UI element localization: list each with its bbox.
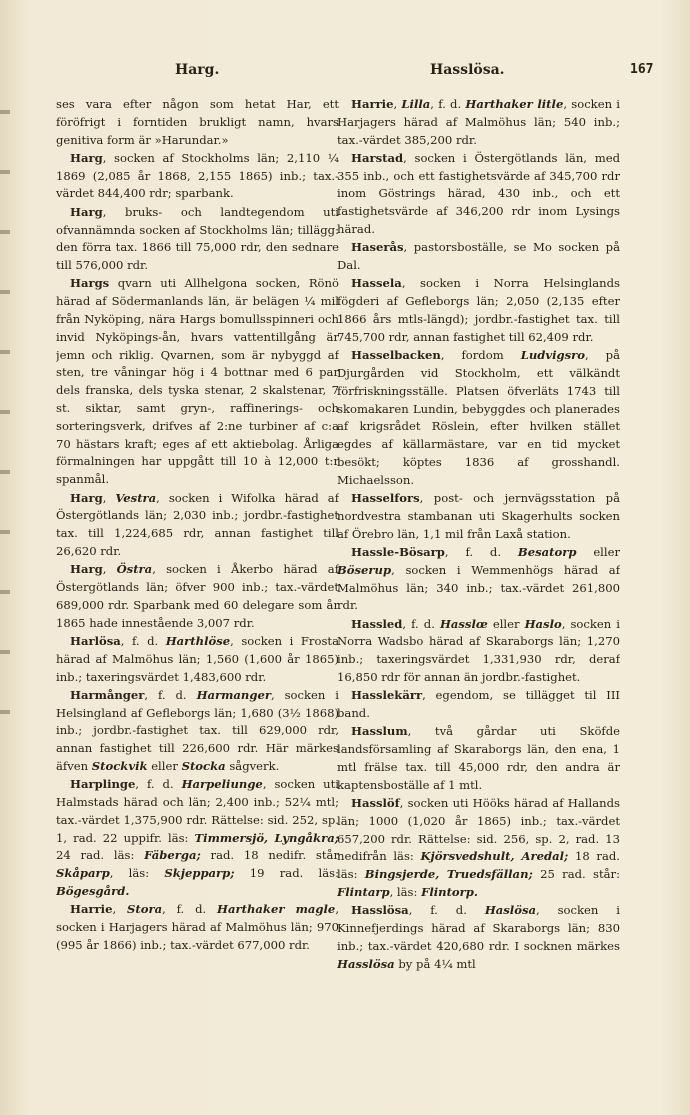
entry-italic-term: Flintorp. [421,885,478,900]
entry-text: , f. d. [135,777,182,792]
entry-text: , socken uti Hööks härad af Hallands län; 1000 (1,020 år 1865) inb.; tax.-värdet 657,200 rdr. Rättelse: sid. 256, sp. 2, rad. 13 nedifrån läs: [337,796,620,864]
entry-headword: Harg [70,204,103,219]
entry-text: , socken af Stockholms län; 2,110 ¼ 1869 (2,085 år 1868, 2,155 1865) inb.; tax.-värdet 844,400 rdr; sparbank. [56,150,339,201]
dictionary-entry [56,204,339,275]
entry-headword: Harrie [70,902,113,917]
entry-text: , socken i Norra Wadsbo härad af Skaraborgs län; 1,270 inb.; taxeringsvärdet 1,331,930 rdr, deraf 16,850 rdr för annan än jordbr.-fastighet. [337,616,620,684]
entry-italic-term: Haslösa [484,903,536,918]
entry-text: 19 rad. läs: [234,866,339,881]
entry-italic-term: Östra [116,562,153,577]
entry-text: , f. d. [402,616,440,631]
entry-italic-term: Bögesgård. [56,884,130,899]
entry-text: , läs: [389,885,422,900]
entry-headword: Harg [70,562,103,577]
entry-italic-term: Bingsjerde, Truedsfällan; [364,867,533,882]
entry-italic-term: Skåparp [56,866,110,881]
entry-italic-term: Haslo [524,616,562,631]
entry-italic-term: Besatorp [517,544,577,559]
entry-text: , post- och jernvägsstation på nordvestra stambanan uti Skagerhults socken af Örebro län, 1,1 mil från Laxå station. [337,491,620,541]
entry-text: , socken i Harjagers härad af Malmöhus län; 540 inb.; tax.-värdet 385,200 rdr. [337,97,620,147]
entry-headword: Harstad [351,150,404,165]
dictionary-entry [337,96,620,149]
entry-text: , [102,562,117,577]
entry-text: , egendom, se tillägget til III band. [337,688,620,721]
entry-headword: Hassela [351,276,402,291]
entry-text: eller [147,758,182,773]
dictionary-entry [337,150,620,239]
entry-text: , socken i Wifolka härad af Östergötlands län; 2,030 inb.; jordbr.-fastighet tax. till 1,224,685 rdr, annan fastighet till 26,620 rdr. [56,490,339,558]
dictionary-entry [337,795,620,902]
entry-text: by på 4¼ mtl [394,956,476,971]
entry-italic-term: Stockvik [91,758,148,773]
entry-headword: Harg [70,150,103,165]
entry-text: , [102,490,116,505]
header-right-keyword: Hasslösa. [430,62,505,78]
left-column [56,96,339,1096]
entry-text: , f. d. [408,903,485,918]
entry-italic-term: Stocka [181,758,226,773]
entry-headword: Hasslösa [351,903,409,918]
entry-text: rad. 18 nedifr. står [200,848,339,863]
entry-headword: Hassle-Bösarp [351,544,445,559]
entry-italic-term: Hasslœ [439,616,488,631]
entry-headword: Hasslöf [351,796,400,811]
dictionary-entry [337,239,620,275]
entry-italic-term: Skjepparp; [164,866,235,881]
entry-text: , socken i Östergötlands län, med 355 inb., och ett fastighetsvärde af 345,700 rdr inom Göstrings härad, 430 inb., och ett fastighetsvärde af 346,200 rdr inom Lysings härad. [337,150,620,237]
entry-text: , socken uti Halmstads härad och län; 2,400 inb.; 52¼ mtl; tax.-värdet 1,375,900 rdr. Rättelse: sid. 252, sp. 1, rad. 22 uppifr. läs: [56,777,339,845]
entry-italic-term: Harpeliunge [181,777,263,792]
entry-text: , läs: [109,866,165,881]
entry-text: , två gårdar uti Sköfde landsförsamling af Skaraborgs län, den ena, 1 mtl frälse tax. till 45,000 rdr, den andra är kaptensboställe af 1 mtl. [337,724,620,792]
entry-text: , pastorsboställe, se Mo socken på Dal. [337,240,620,273]
entry-headword: Hasselbacken [351,348,441,363]
entry-headword: Hargs [70,276,110,291]
dictionary-entry [56,490,339,561]
entry-headword: Hasslekärr [351,688,423,703]
entry-text: eller [487,616,525,631]
entry-text: , socken i Wemmenhögs härad af Malmöhus län; 340 inb.; tax.-värdet 261,800 rdr. [337,562,620,613]
dictionary-entry [337,544,620,615]
entry-text: ses vara efter någon som hetat Har, ett föröfrigt i forntiden brukligt namn, hvars genitiva form är »Harundar.» [56,97,339,147]
entry-headword: Harg [70,490,103,505]
entry-italic-term: Harthaker magle [217,902,336,917]
entry-italic-term: Harthaker litle [465,97,564,111]
entry-italic-term: Timmersjö, Lyngåkra; [194,830,339,845]
dictionary-entry [337,723,620,794]
dictionary-entry [56,275,339,489]
binding-edge [0,80,10,720]
entry-text: , socken i Harjagers härad af Malmöhus län; 970 (995 år 1866) inb.; tax.-värdet 677,000 rdr. [56,902,339,952]
entry-text: , socken i Åkerbo härad af Östergötlands län; öfver 900 inb.; tax.-värdet 689,000 rdr. Sparbank med 60 delegare som år 1865 hade innestående 3,007 rdr. [56,562,339,630]
entry-text: sågverk. [225,758,280,773]
dictionary-entry [337,347,620,489]
entry-text: , socken i Helsingland af Gefleborgs län; 1,680 (3½ 1868) inb.; jordbr.-fastighet tax. till 629,000 rdr, annan fastighet till 226,600 rdr. Här märkes äfven [56,687,339,773]
entry-text: , socken i Norra Helsinglands fögderi af Gefleborgs län; 2,050 (2,135 efter 1866 års mtls-längd); jordbr.-fastighet tax. till 745,700 rdr, annan fastighet till 62,409 rdr. [337,276,620,344]
entry-headword: Harmånger [70,687,145,702]
entry-text: , på Djurgården vid Stockholm, ett välkändt förfriskningsställe. Platsen öfverläts 1743 till skomakaren Lundin, bebyggdes och planerades af krigsrådet Röslein, efter hvilken stället egdes af källarmästare, var en tid mycket besökt; köptes 1836 af grosshandl. Michaelsson. [337,348,620,487]
entry-text: , socken i Frosta härad af Malmöhus län; 1,560 (1,600 år 1865) inb.; taxeringsvärdet 1,483,600 rdr. [56,633,339,684]
entry-text: , f. d. [120,633,166,648]
entry-italic-term: Vestra [115,490,157,505]
dictionary-entry [56,901,339,954]
dictionary-entry [56,561,339,632]
entry-text: , [112,902,128,917]
dictionary-entry [56,150,339,203]
right-column [337,96,620,1096]
entry-italic-term: Fäberga; [144,848,201,863]
entry-headword: Harlösa [70,633,121,648]
entry-text: , fordom [440,348,521,363]
entry-text: , f. d. [144,687,197,702]
entry-text: , socken i Kinnefjerdings härad af Skaraborgs län; 830 inb.; tax.-värdet 420,680 rdr. I socknen märkes [337,903,620,953]
header-left-keyword: Harg. [175,62,220,78]
entry-text: 25 rad. står: [532,867,620,882]
entry-italic-term: Ludvigsro [520,348,585,363]
dictionary-entry [337,275,620,346]
entry-text: 18 rad. läs: [337,849,620,882]
dictionary-entry [56,687,339,776]
entry-text: eller [576,544,620,559]
entry-text: qvarn uti Allhelgona socken, Rönö härad af Södermanlands län, är belägen ¼ mil från Nyköping, nära Hargs bomullsspinneri och invid Nyköpings-ån, hvars vattentillgång är jemn och riklig. Qvarnen, som är nybyggd af sten, tre våningar hög i 4 bottnar med 6 par dels franska, dels tyska stenar, 2 skalstenar, 7 st. siktar, samt gryn-, raffinerings- och sorteringsverk, drifves af 2:ne turbiner af c:a 70 hästars kraft; eges af ett aktiebolag. Årliga förmalningen har uppgått till 10 à 12,000 t:r spanmål. [56,276,339,487]
entry-text: , f. d. [162,902,218,917]
entry-text: , bruks- och landtegendom uti ofvannämnda socken af Stockholms län; tillägg: den förra tax. 1866 till 75,000 rdr, den sednare till 576,000 rdr. [56,204,339,273]
entry-text: , f. d. [430,97,466,111]
dictionary-entry [56,633,339,686]
entry-italic-term: Stora [127,902,163,917]
entry-text: , f. d. [444,544,518,559]
entry-headword: Hasslum [351,724,408,739]
page-number: 167 [630,62,654,77]
entry-italic-term: Harthlöse [165,633,231,648]
dictionary-entry [337,687,620,723]
entry-text: 24 rad. läs: [56,848,145,863]
entry-italic-term: Böserup [337,562,392,577]
running-header [0,62,690,84]
entry-headword: Haserås [351,240,404,255]
dictionary-entry [56,96,339,149]
entry-italic-term: Kjörsvedshult, Aredal; [420,849,569,864]
entry-italic-term: Harmanger [196,687,271,702]
dictionary-entry [56,776,339,901]
entry-headword: Hasselfors [351,491,420,506]
dictionary-entry [337,616,620,687]
entry-headword: Harrie [351,97,394,111]
entry-italic-term: Lilla [401,97,431,111]
entry-italic-term: Flintarp [337,885,390,900]
entry-headword: Harplinge [70,777,136,792]
entry-text: , [393,97,402,111]
dictionary-entry [337,902,620,973]
entry-headword: Hassled [351,616,403,631]
dictionary-entry [337,490,620,543]
entry-italic-term: Hasslösa [337,956,395,971]
